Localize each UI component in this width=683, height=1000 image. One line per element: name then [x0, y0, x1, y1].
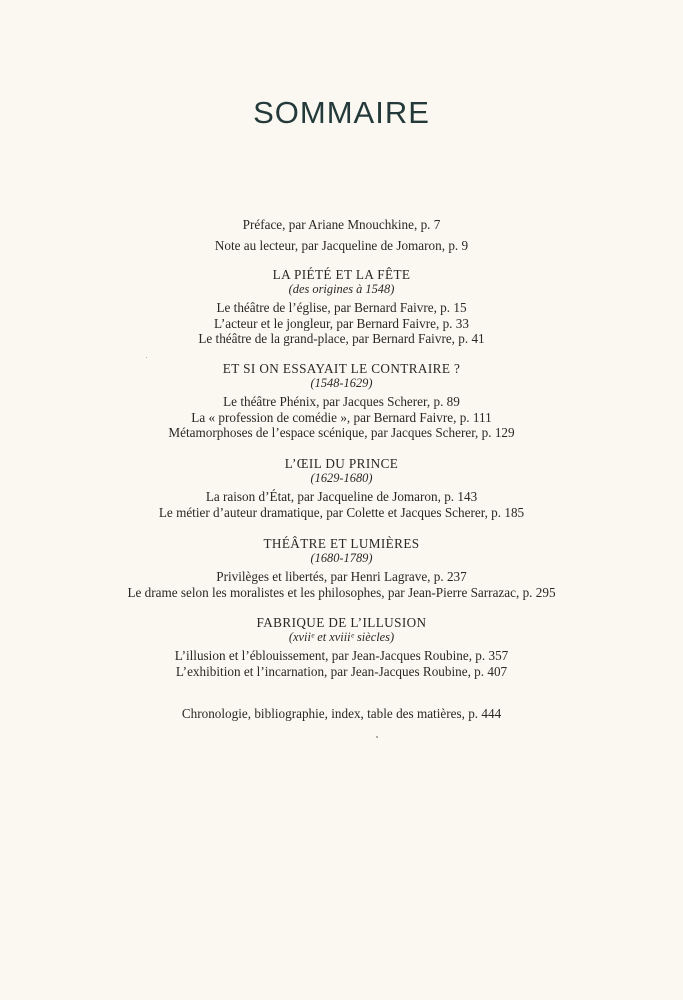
toc-entry: Privilèges et libertés, par Henri Lagrave, p. 237 [216, 569, 467, 585]
toc-entry: L’exhibition et l’incarnation, par Jean-Jacques Roubine, p. 407 [175, 663, 508, 679]
toc-entry: La raison d’État, par Jacqueline de Jomaron, p. 143 [205, 489, 478, 505]
paper-speck [376, 736, 378, 738]
closing-entry-block [40, 706, 643, 722]
section-1 [40, 267, 643, 347]
section-4 [40, 536, 643, 600]
toc-entry: Le théâtre de l’église, par Bernard Faivre, p. 15 [216, 300, 467, 316]
section-heading: THÉÂTRE ET LUMIÈRES [263, 536, 420, 551]
toc-entry: L’acteur et le jongleur, par Bernard Faivre, p. 33 [214, 315, 469, 331]
toc-entry: L’illusion et l’éblouissement, par Jean-Jacques Roubine, p. 357 [174, 648, 509, 664]
section-dates: (xviiᵉ et xviiiᵉ siècles) [288, 629, 395, 644]
intro-list [40, 214, 643, 256]
paper-speck [146, 357, 147, 358]
toc-entry: Le théâtre Phénix, par Jacques Scherer, p. 89 [223, 394, 460, 410]
toc-entry: Le drame selon les moralistes et les philosophes, par Jean-Pierre Sarrazac, p. 295 [127, 584, 556, 600]
section-dates: (1680-1789) [310, 550, 373, 565]
section-3 [40, 456, 643, 520]
section-5 [40, 615, 643, 679]
intro-entry: Préface, par Ariane Mnouchkine, p. 7 [242, 217, 441, 232]
toc-entry: Le théâtre de la grand-place, par Bernard Faivre, p. 41 [198, 331, 485, 347]
intro-entry: Note au lecteur, par Jacqueline de Jomaron, p. 9 [214, 238, 469, 253]
section-dates: (1548-1629) [310, 375, 373, 390]
toc-entry: Le métier d’auteur dramatique, par Colette et Jacques Scherer, p. 185 [158, 504, 525, 520]
page-title: SOMMAIRE [253, 95, 430, 130]
section-dates: (des origines à 1548) [288, 281, 395, 296]
section-heading: ET SI ON ESSAYAIT LE CONTRAIRE ? [222, 361, 461, 376]
section-heading: L’ŒIL DU PRINCE [284, 456, 399, 471]
toc-entry: Métamorphoses de l’espace scénique, par Jacques Scherer, p. 129 [168, 425, 515, 441]
toc-entry: La « profession de comédie », par Bernard Faivre, p. 111 [191, 409, 492, 425]
section-2 [40, 361, 643, 441]
section-heading: FABRIQUE DE L’ILLUSION [256, 615, 427, 630]
section-heading: LA PIÉTÉ ET LA FÊTE [272, 267, 411, 282]
closing-entry: Chronologie, bibliographie, index, table des matières, p. 444 [181, 706, 502, 721]
section-dates: (1629-1680) [310, 470, 373, 485]
